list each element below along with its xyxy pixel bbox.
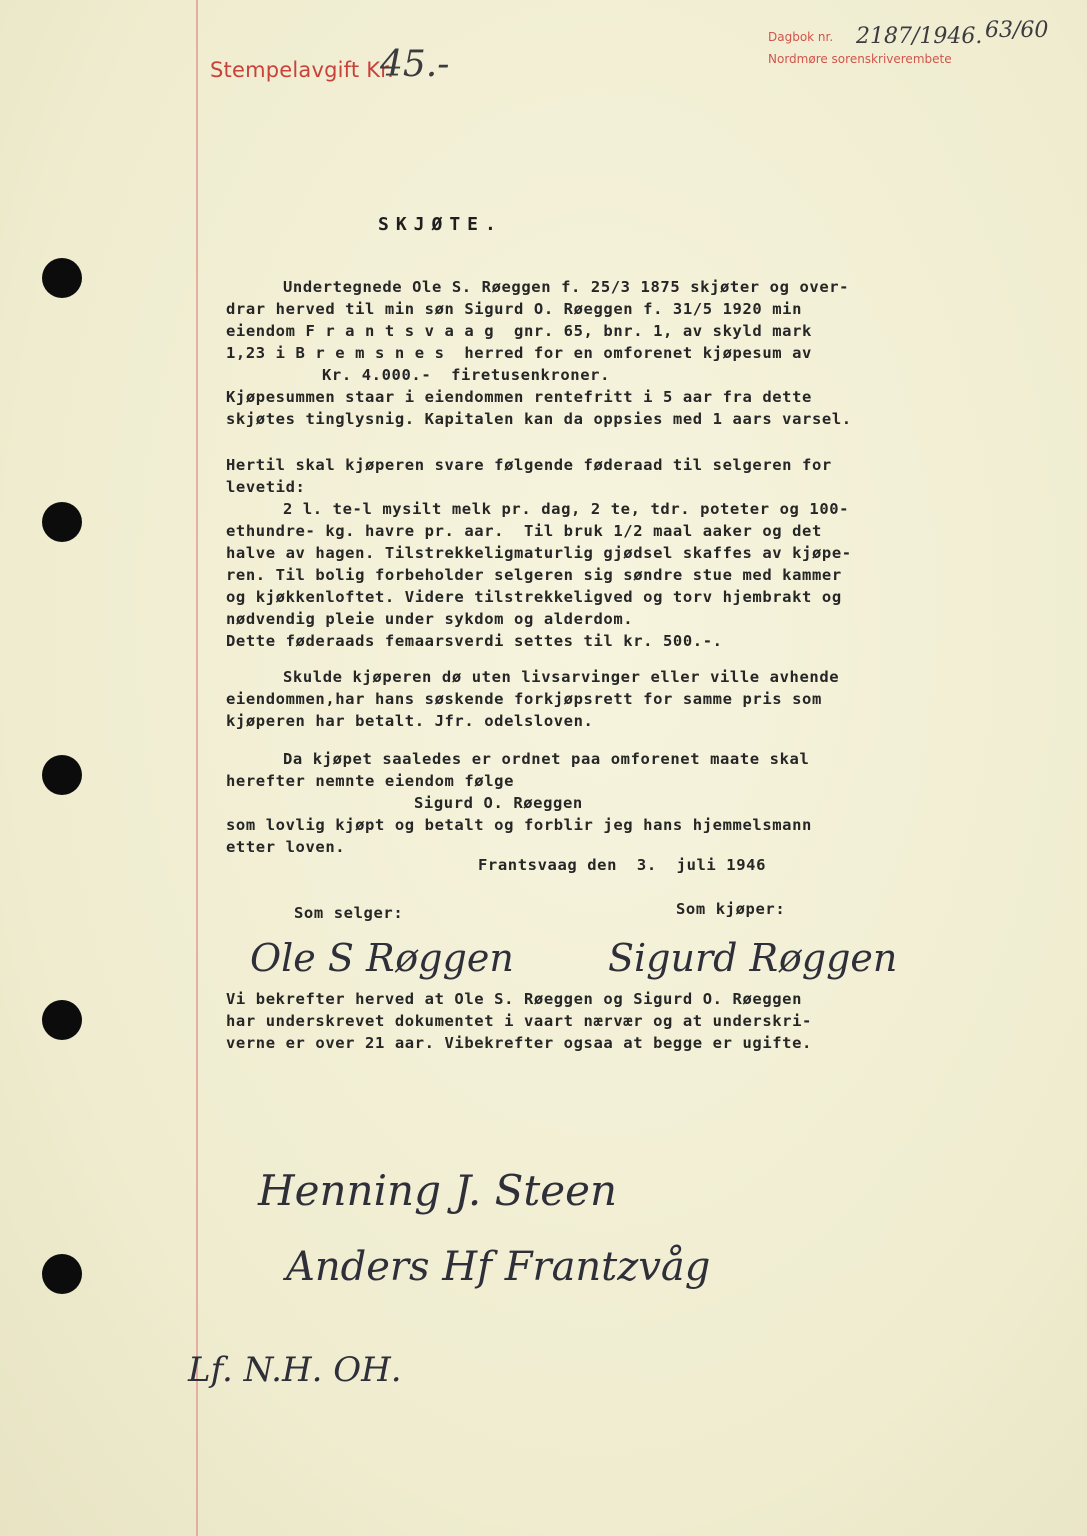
clerk-initials: Lf. N.H. OH. [188, 1350, 402, 1390]
punch-hole [42, 755, 82, 795]
journal-label: Dagbok nr. [768, 30, 834, 44]
body-line: verne er over 21 aar. Vibekrefter ogsaa at begge er ugifte. [226, 1034, 812, 1052]
body-line: 2 l. te-l mysilt melk pr. dag, 2 te, tdr. poteter og 100- [283, 500, 850, 518]
punch-hole [42, 1000, 82, 1040]
body-line: Vi bekrefter herved at Ole S. Røeggen og Sigurd O. Røeggen [226, 990, 803, 1008]
punch-hole [42, 258, 82, 298]
body-line: Da kjøpet saaledes er ordnet paa omforenet maate skal [283, 750, 810, 768]
body-line: som lovlig kjøpt og betalt og forblir jeg hans hjemmelsmann [226, 816, 812, 834]
margin-rule [196, 0, 198, 1536]
body-line: etter loven. [226, 838, 346, 856]
buyer-name-line: Sigurd O. Røeggen [414, 794, 583, 812]
seller-signature: Ole S Røggen [250, 936, 514, 980]
body-line: drar herved til min søn Sigurd O. Røeggen f. 31/5 1920 min [226, 300, 803, 318]
buyer-label: Som kjøper: [676, 900, 786, 918]
folio-number: 63/60 [985, 18, 1049, 43]
body-line: eiendommen,har hans søskende forkjøpsrett for samme pris som [226, 690, 822, 708]
body-line: 1,23 i B r e m s n e s herred for en omforenet kjøpesum av [226, 344, 812, 362]
body-line: har underskrevet dokumentet i vaart nærvær og at underskri- [226, 1012, 812, 1030]
body-line: herefter nemnte eiendom følge [226, 772, 515, 790]
body-line: eiendom F r a n t s v a a g gnr. 65, bnr. 1, av skyld mark [226, 322, 812, 340]
registry-office: Nordmøre sorenskriverembete [768, 52, 952, 66]
place-date-line: Frantsvaag den 3. juli 1946 [478, 856, 767, 874]
seller-label: Som selger: [294, 904, 404, 922]
stamp-duty-amount: 45.- [380, 44, 450, 85]
body-line: og kjøkkenloftet. Videre tilstrekkeligved og torv hjembrakt og [226, 588, 842, 606]
body-line: halve av hagen. Tilstrekkeligmaturlig gjødsel skaffes av kjøpe- [226, 544, 852, 562]
body-line: nødvendig pleie under sykdom og alderdom. [226, 610, 634, 628]
body-line: Kjøpesummen staar i eiendommen rentefritt i 5 aar fra dette [226, 388, 812, 406]
body-line: Dette føderaads femaarsverdi settes til kr. 500.-. [226, 632, 723, 650]
body-line: kjøperen har betalt. Jfr. odelsloven. [226, 712, 594, 730]
buyer-signature: Sigurd Røggen [608, 936, 898, 980]
witness-signature: Anders Hf Frantzvåg [286, 1244, 711, 1290]
punch-hole [42, 502, 82, 542]
body-line: skjøtes tinglysnig. Kapitalen kan da oppsies med 1 aars varsel. [226, 410, 852, 428]
body-line: Skulde kjøperen dø uten livsarvinger eller ville avhende [283, 668, 840, 686]
body-line: ren. Til bolig forbeholder selgeren sig søndre stue med kammer [226, 566, 842, 584]
body-line: Kr. 4.000.- firetusenkroner. [322, 366, 611, 384]
body-line: Hertil skal kjøperen svare følgende føderaad til selgeren for [226, 456, 832, 474]
stamp-duty-label: Stempelavgift Kr. [210, 58, 394, 82]
journal-number: 2187/1946. [856, 24, 983, 49]
body-line: ethundre- kg. havre pr. aar. Til bruk 1/2 maal aaker og det [226, 522, 822, 540]
body-line: levetid: [226, 478, 306, 496]
document-title: SKJØTE. [378, 214, 503, 235]
witness-signature: Henning J. Steen [258, 1166, 617, 1215]
punch-hole [42, 1254, 82, 1294]
body-line: Undertegnede Ole S. Røeggen f. 25/3 1875 skjøter og over- [283, 278, 850, 296]
